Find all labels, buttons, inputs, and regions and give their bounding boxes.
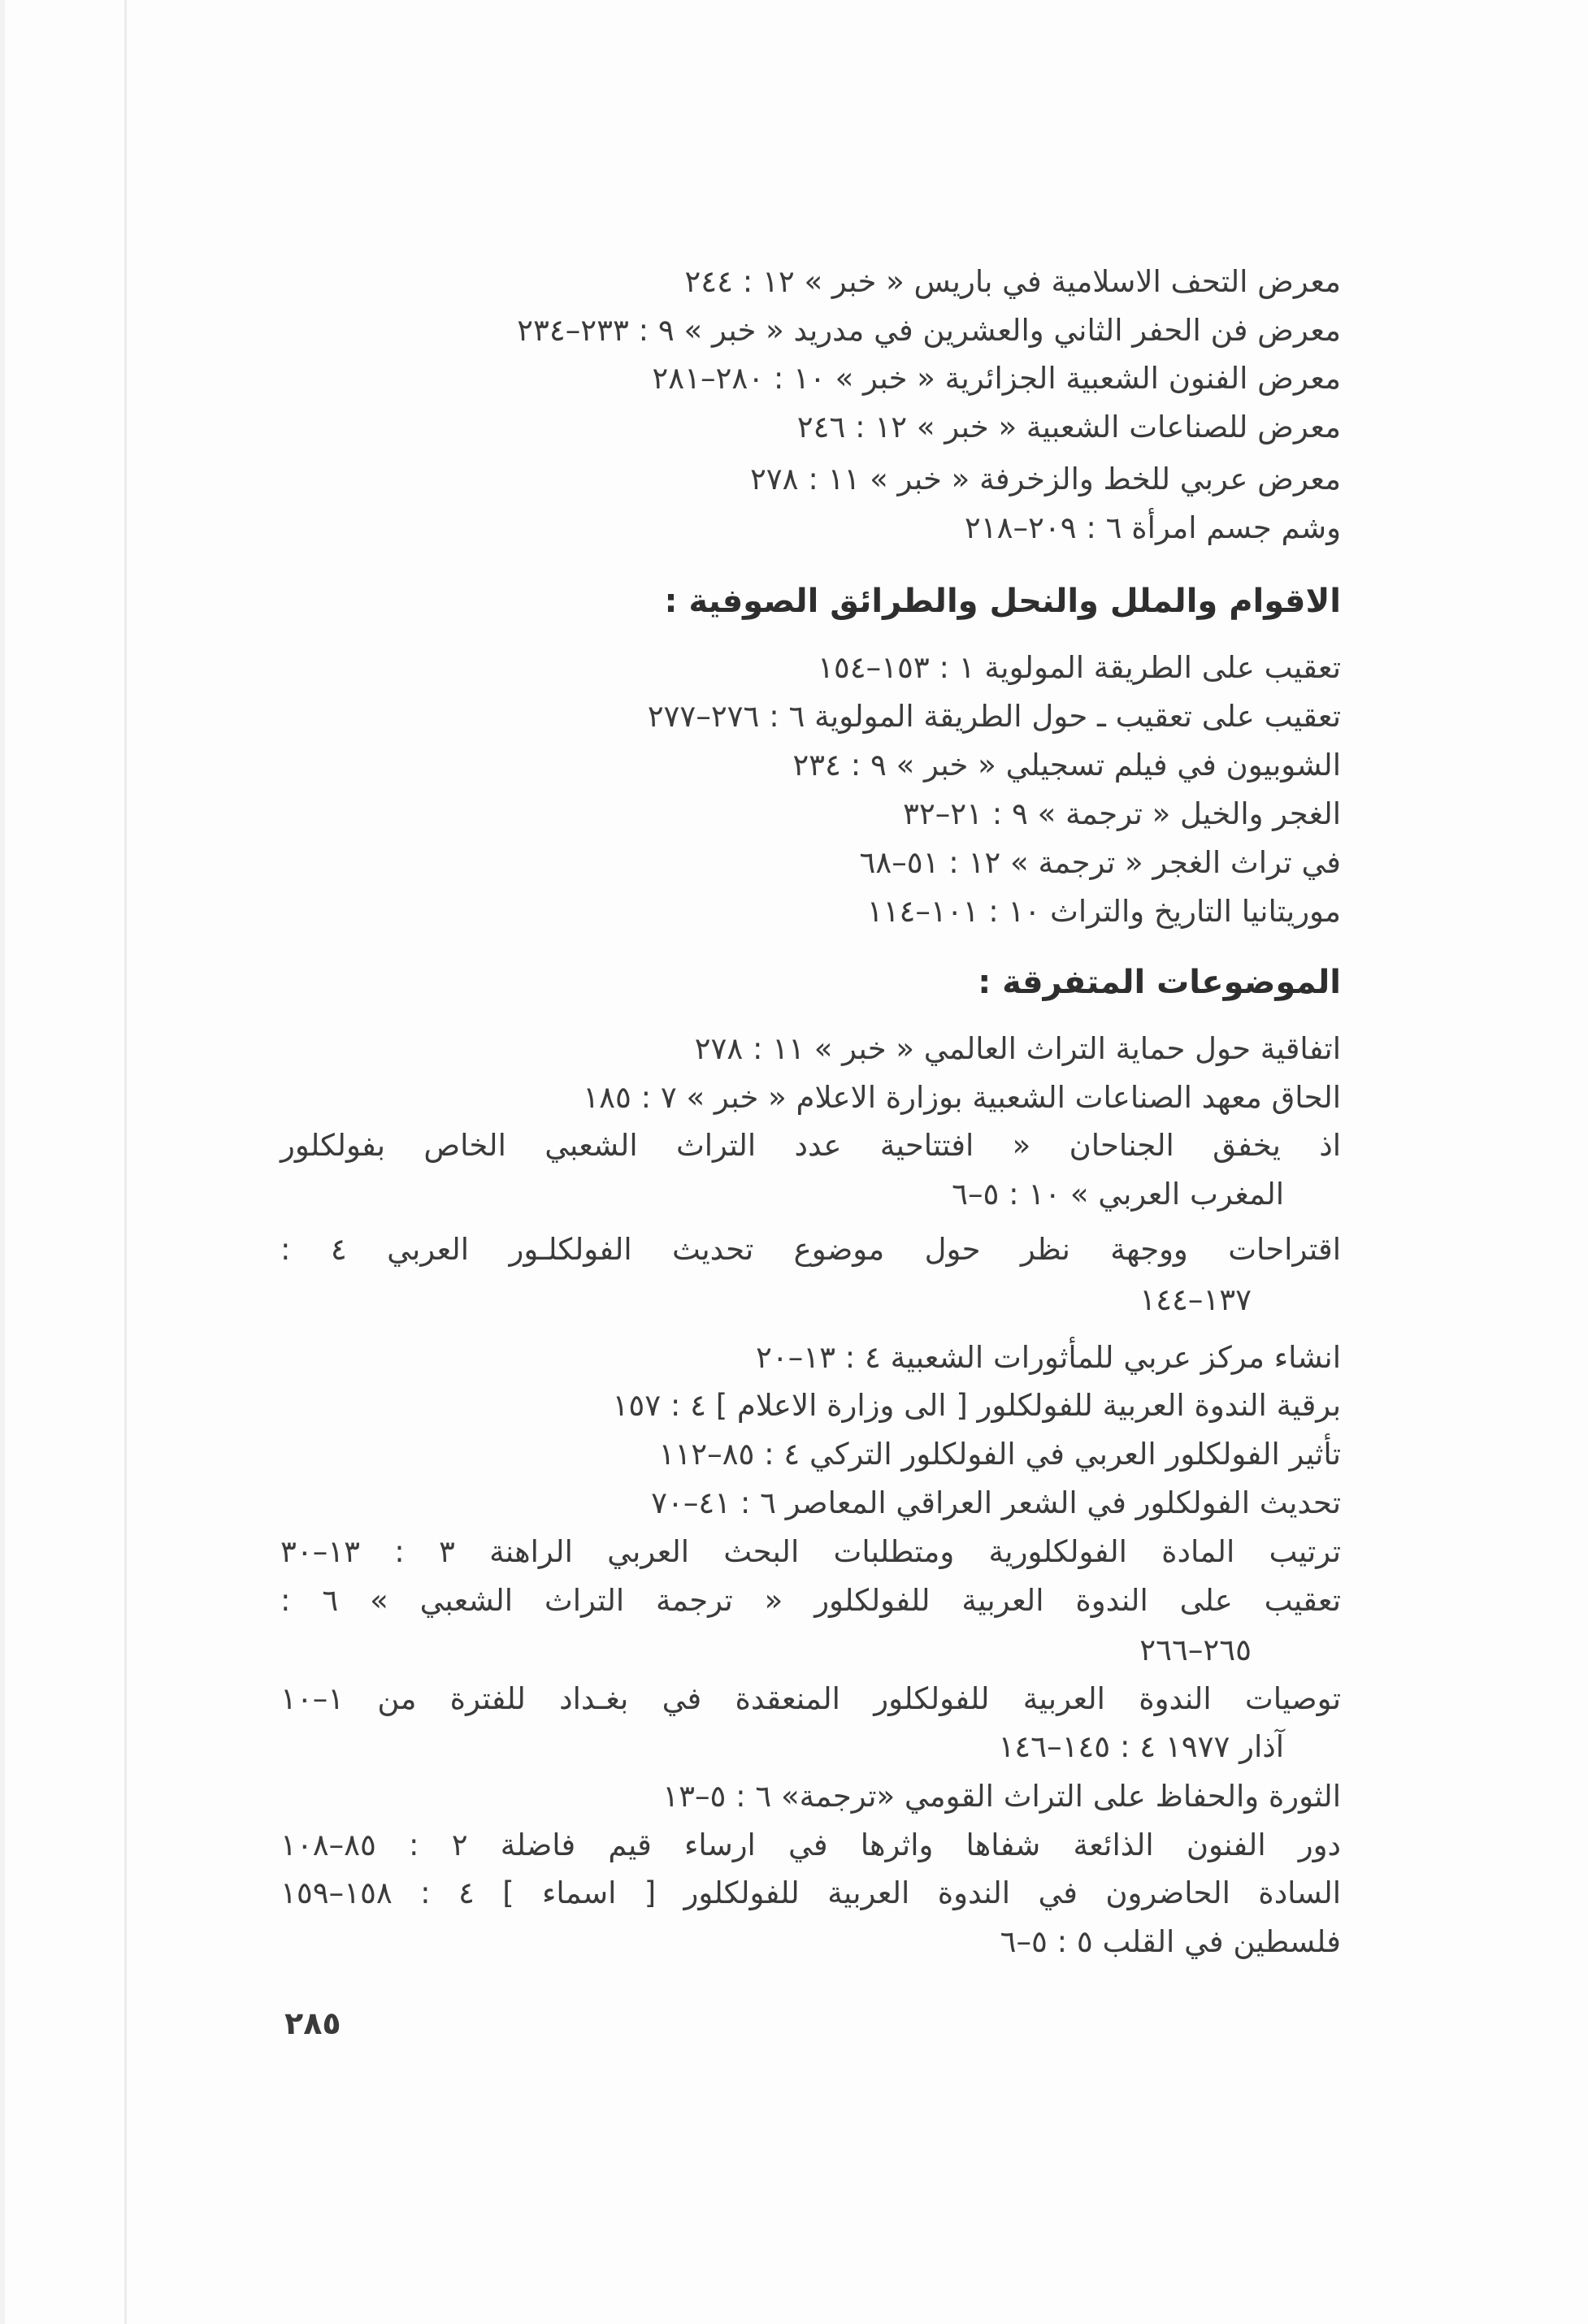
index-entry: انشاء مركز عربي للمأثورات الشعبية ٤ : ١٣–٢٠ — [756, 1340, 1341, 1375]
index-entry: تأثير الفولكلور العربي في الفولكلور التركي ٤ : ٨٥–١١٢ — [658, 1437, 1341, 1472]
index-entry-continuation: المغرب العربي » ١٠ : ٥–٦ — [952, 1177, 1284, 1212]
index-entry-continuation: ٢٦٥–٢٦٦ — [1139, 1632, 1252, 1667]
index-entry: السادة الحاضرون في الندوة العربية للفولكلور [ اسماء ] ٤ : ١٥٨–١٥٩ — [280, 1875, 1341, 1910]
index-entry: دور الفنون الذائعة شفاها واثرها في ارساء قيم فاضلة ٢ : ٨٥–١٠٨ — [280, 1828, 1341, 1862]
index-entry-continuation: آذار ١٩٧٧ ٤ : ١٤٥–١٤٦ — [998, 1729, 1284, 1764]
index-entry: معرض للصناعات الشعبية « خبر » ١٢ : ٢٤٦ — [796, 410, 1341, 444]
page-number: ٢٨٥ — [284, 2005, 341, 2041]
index-entry: تعقيب على تعقيب ـ حول الطريقة المولوية ٦ : ٢٧٦–٢٧٧ — [647, 699, 1341, 734]
page-edge-shadow — [0, 0, 5, 2324]
index-entry: توصيات الندوة العربية للفولكلور المنعقدة في بغـداد للفترة من ١–١٠ — [280, 1681, 1341, 1716]
index-entry: الغجر والخيل « ترجمة » ٩ : ٢١–٣٢ — [903, 796, 1341, 831]
index-entry: برقية الندوة العربية للفولكلور [ الى وزارة الاعلام ] ٤ : ١٥٧ — [612, 1388, 1341, 1423]
index-entry-continuation: ١٣٧–١٤٤ — [1139, 1282, 1252, 1317]
index-entry: اتفاقية حول حماية التراث العالمي « خبر » ١١ : ٢٧٨ — [694, 1031, 1341, 1066]
section-heading: الاقوام والملل والنحل والطرائق الصوفية : — [664, 583, 1341, 620]
index-entry: في تراث الغجر « ترجمة » ١٢ : ٥١–٦٨ — [859, 845, 1341, 880]
index-entry: تعقيب على الطريقة المولوية ١ : ١٥٣–١٥٤ — [818, 650, 1341, 685]
index-entry: معرض فن الحفر الثاني والعشرين في مدريد « خبر » ٩ : ٢٣٣–٢٣٤ — [517, 313, 1341, 348]
index-entry: فلسطين في القلب ٥ : ٥–٦ — [1000, 1924, 1341, 1959]
index-entry: موريتانيا التاريخ والتراث ١٠ : ١٠١–١١٤ — [866, 894, 1341, 929]
index-entry: ترتيب المادة الفولكلورية ومتطلبات البحث العربي الراهنة ٣ : ١٣–٣٠ — [280, 1534, 1341, 1569]
section-heading: الموضوعات المتفرقة : — [978, 964, 1341, 1001]
index-entry: معرض عربي للخط والزخرفة « خبر » ١١ : ٢٧٨ — [749, 462, 1341, 496]
index-entry: معرض الفنون الشعبية الجزائرية « خبر » ١٠ : ٢٨٠–٢٨١ — [652, 361, 1341, 396]
page-fold-line — [124, 0, 127, 2324]
index-entry: الشوبيون في فيلم تسجيلي « خبر » ٩ : ٢٣٤ — [792, 748, 1341, 783]
index-page — [280, 0, 1341, 2324]
index-entry: وشم جسم امرأة ٦ : ٢٠٩–٢١٨ — [964, 510, 1341, 545]
index-entry: معرض التحف الاسلامية في باريس « خبر » ١٢ : ٢٤٤ — [684, 264, 1341, 299]
index-entry: الحاق معهد الصناعات الشعبية بوزارة الاعلام « خبر » ٧ : ١٨٥ — [583, 1080, 1341, 1115]
index-entry: تحديث الفولكلور في الشعر العراقي المعاصر ٦ : ٤١–٧٠ — [651, 1485, 1341, 1520]
index-entry: الثورة والحفاظ على التراث القومي «ترجمة» ٦ : ٥–١٣ — [662, 1779, 1341, 1814]
index-entry: اقتراحات ووجهة نظر حول موضوع تحديث الفولكلـور العربي ٤ : — [280, 1232, 1341, 1267]
index-entry: تعقيب على الندوة العربية للفولكلور « ترجمة التراث الشعبي » ٦ : — [280, 1583, 1341, 1618]
index-entry: اذ يخفق الجناحان « افتتاحية عدد التراث الشعبي الخاص بفولكلور — [280, 1128, 1341, 1163]
